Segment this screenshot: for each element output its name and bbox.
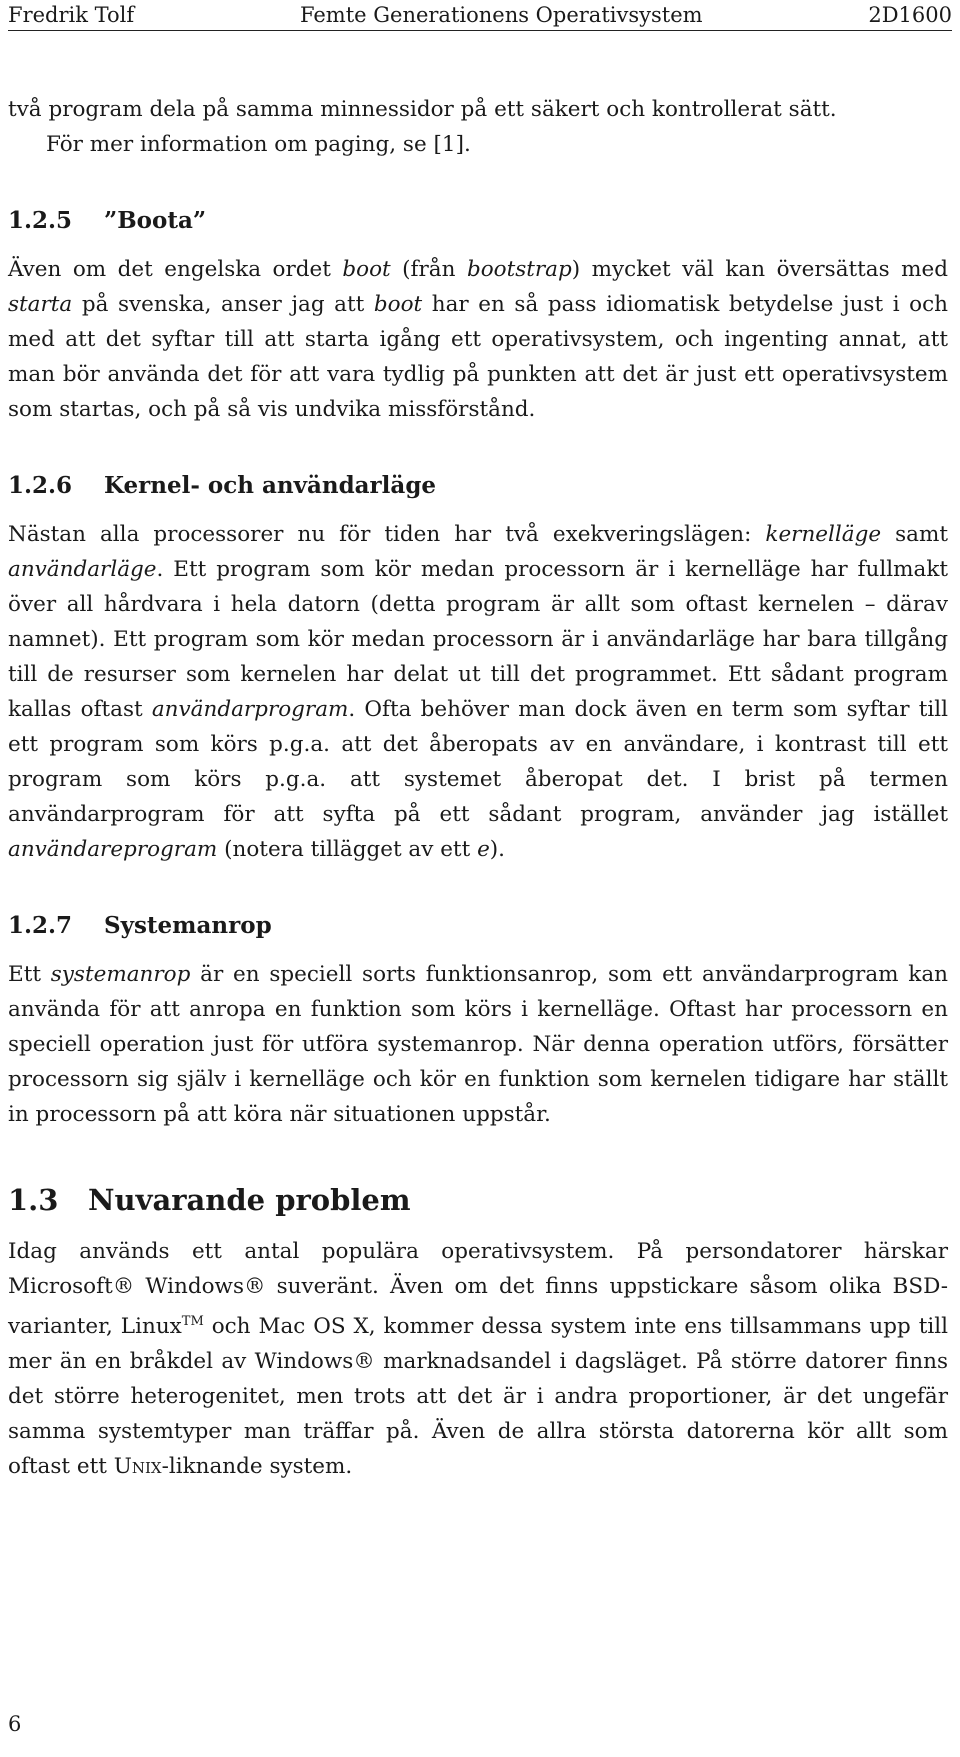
subsection-title: Systemanrop — [104, 912, 272, 939]
text-run: ) mycket väl kan översättas med — [571, 257, 948, 282]
paragraph-nuvarande-problem — [8, 1234, 948, 1484]
subsection-number: 1.2.6 — [8, 472, 73, 499]
text-run: Idag används ett antal populära operativsystem. På persondatorer härskar Microsoft® Windows® suveränt. Även om det finns uppstickare såsom olika BSD-varianter, Linux — [8, 1239, 948, 1340]
unix-smallcaps: Unix — [113, 1454, 162, 1480]
text-run: har en så pass idiomatisk betydelse just i och med att det syftar till att starta igång ett operativsystem, och ingenting annat, att man bör använda det för att vara tydlig på punkten att det är just ett operativsystem som startas, och på så vis undvika missförstånd. — [8, 292, 948, 422]
emphasis: bootstrap — [466, 257, 572, 282]
subsection-number: 1.2.5 — [8, 207, 73, 234]
emphasis: användarläge — [8, 557, 157, 582]
text-run: . Ofta behöver man dock även en term som syftar till ett program som körs p.g.a. att det åberopats av en användare, i kontrast till ett program som körs p.g.a. att systemet åberopat det. I brist på termen användarprogram för att syfta på ett sådant program, använder jag istället — [8, 697, 948, 827]
text-run: . Ett program som kör medan processorn är i kernelläge har fullmakt över all hårdvara i hela datorn (detta program är allt som oftast kernelen – därav namnet). Ett program som kör medan processorn är i användarläge har bara tillgång till de resurser som kernelen har delat ut till det programmet. Ett sådant program kallas oftast — [8, 557, 948, 722]
text-run: -liknande system. — [161, 1454, 353, 1480]
page-number: 6 — [8, 1712, 22, 1736]
emphasis: användareprogram — [8, 837, 218, 862]
subsection-heading-kernel — [8, 471, 948, 501]
text-run: och Mac OS X, kommer dessa system inte ens tillsammans upp till mer än en bråkdel av Windows® marknadsandel i dagsläget. På större datorer finns det större heterogenitet, men trots att det är i andra proportioner, är det ungefär samma systemtyper man träffar på. Även de allra största datorerna kör allt som oftast ett — [8, 1314, 948, 1480]
paragraph-kernel — [8, 517, 948, 867]
emphasis: användarprogram — [151, 697, 349, 722]
paragraph-systemanrop — [8, 957, 948, 1132]
emphasis: boot — [342, 257, 391, 282]
subsection-number: 1.2.7 — [8, 912, 73, 939]
text-run: Ett — [8, 962, 51, 987]
intro-line-1: två program dela på samma minnessidor på ett säkert och kontrollerat sätt. — [8, 97, 837, 122]
paragraph-boota — [8, 252, 948, 427]
emphasis: kernelläge — [765, 522, 882, 547]
page-body — [8, 92, 948, 1484]
section-heading-nuvarande-problem — [8, 1182, 948, 1218]
intro-line-2: För mer information om paging, se [1]. — [46, 132, 471, 157]
text-run: Nästan alla processorer nu för tiden har två exekveringslägen: — [8, 522, 766, 547]
text-run: samt — [881, 522, 948, 547]
running-header — [8, 2, 952, 31]
header-course: 2D1600 — [868, 3, 952, 27]
subsection-title: ”Boota” — [104, 207, 207, 234]
text-run: Även om det engelska ordet — [8, 257, 343, 282]
emphasis: starta — [8, 292, 73, 317]
emphasis: e — [477, 837, 490, 862]
text-run: (notera tillägget av ett — [217, 837, 478, 862]
text-run: (från — [390, 257, 467, 282]
emphasis: systemanrop — [50, 962, 191, 987]
intro-paragraph — [8, 92, 948, 162]
subsection-heading-boota — [8, 206, 948, 236]
section-number: 1.3 — [8, 1183, 59, 1217]
subsection-title: Kernel- och användarläge — [104, 472, 437, 499]
text-run: på svenska, anser jag att — [72, 292, 374, 317]
emphasis: boot — [373, 292, 423, 317]
section-title: Nuvarande problem — [88, 1183, 411, 1217]
header-author: Fredrik Tolf — [8, 3, 135, 27]
trademark-superscript: TM — [181, 1314, 204, 1329]
text-run: är en speciell sorts funktionsanrop, som ett användarprogram kan använda för att anropa en funktion som körs i kernelläge. Oftast har processorn en speciell operation just för utföra systemanrop. När denna operation utförs, försätter processorn sig själv i kernelläge och kör en funktion som kernelen tidigare har ställt in processorn på att köra när situationen uppstår. — [8, 962, 948, 1127]
text-run: ). — [489, 837, 506, 862]
header-title: Femte Generationens Operativsystem — [299, 3, 703, 27]
subsection-heading-systemanrop — [8, 911, 948, 941]
